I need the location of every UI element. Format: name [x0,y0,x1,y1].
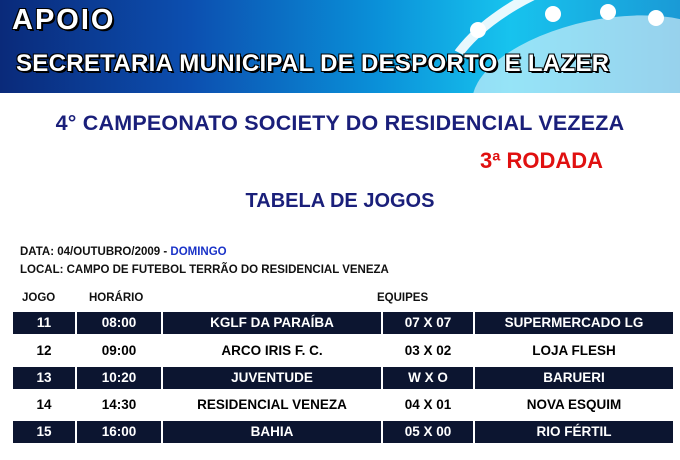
day-label: DOMINGO [170,246,227,258]
player-figure-icon [545,6,561,22]
banner-subtitle: SECRETARIA MUNICIPAL DE DESPORTO E LAZER [16,50,610,77]
cell-score: 07 X 07 [404,315,452,330]
cell-time: 14:30 [101,397,137,412]
cell-game: 13 [36,370,52,385]
cell-away: BARUERI [543,370,605,385]
cell-home: ARCO IRIS F. C. [221,343,323,358]
cell-game: 15 [36,424,52,439]
cell-score: W X O [408,370,448,385]
header-banner [0,0,680,93]
date-line [20,246,227,258]
cell-time: 10:20 [101,370,137,385]
player-figure-icon [470,22,486,38]
cell-score: 05 X 00 [404,424,452,439]
player-figure-icon [648,10,664,26]
cell-home: BAHIA [250,424,294,439]
table-row [13,421,673,443]
cell-home: KGLF DA PARAÍBA [210,315,334,330]
cell-time: 09:00 [101,343,137,358]
cell-score: 04 X 01 [404,397,452,412]
date-label: DATA: 04/OUTUBRO/2009 - [20,246,171,258]
table-row [13,367,673,389]
cell-score: 03 X 02 [404,343,452,358]
table-row [13,312,673,334]
location-line: LOCAL: CAMPO DE FUTEBOL TERRÃO DO RESIDENCIAL VENEZA [20,264,389,276]
cell-away: RIO FÉRTIL [536,424,612,439]
championship-title: 4° CAMPEONATO SOCIETY DO RESIDENCIAL VEZEZA [55,111,625,135]
schedule-title: TABELA DE JOGOS [245,190,435,212]
cell-away: SUPERMERCADO LG [504,315,644,330]
cell-away: NOVA ESQUIM [526,397,622,412]
header-game: JOGO [22,292,56,304]
cell-game: 12 [36,343,52,358]
table-row [13,340,673,362]
round-label: 3ª RODADA [480,148,604,173]
cell-game: 14 [36,397,52,412]
banner-title: APOIO [12,4,116,36]
header-teams: EQUIPES [377,292,429,304]
cell-game: 11 [36,315,52,330]
table-row [13,394,673,416]
player-figure-icon [600,4,616,20]
cell-time: 08:00 [101,315,137,330]
cell-away: LOJA FLESH [532,343,616,358]
cell-home: RESIDENCIAL VENEZA [197,397,347,412]
cell-time: 16:00 [101,424,137,439]
header-time: HORÁRIO [89,292,144,304]
cell-home: JUVENTUDE [231,370,313,385]
